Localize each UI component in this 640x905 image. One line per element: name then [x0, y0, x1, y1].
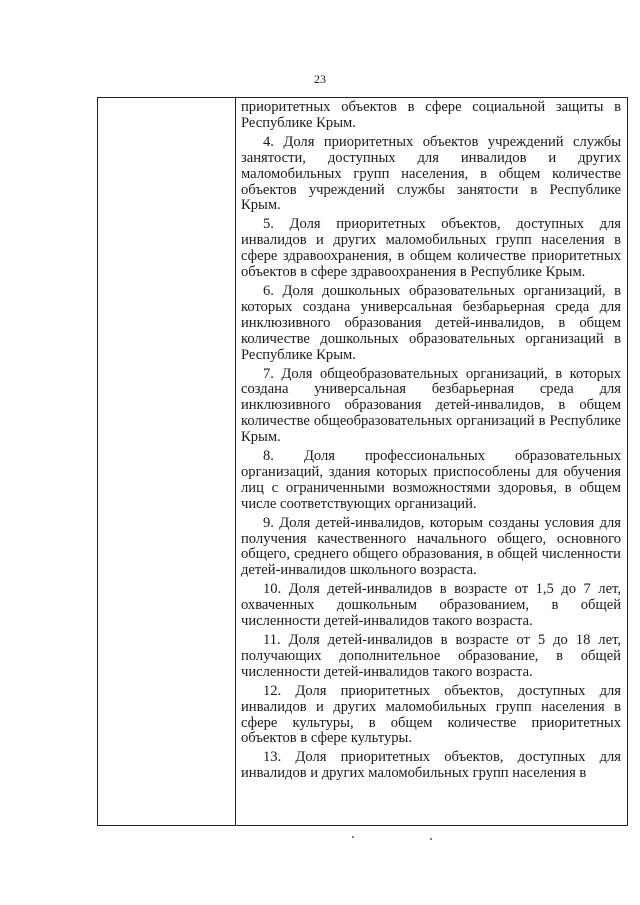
indicator-item-9: 9. Доля детей-инвалидов, которым созданы условия для получения качественного начального общего, основного общего, среднего общего образования, в общей численности детей-инвалидов школьного возраста. [241, 514, 621, 579]
indicator-item-10: 10. Доля детей-инвалидов в возрасте от 1,5 до 7 лет, охваченных дошкольным образованием, в общей численности детей-инвалидов такого возраста. [241, 581, 621, 630]
indicator-item-13: 13. Доля приоритетных объектов, доступных для инвалидов и других маломобильных групп населения в [241, 749, 621, 782]
indicator-item-continuation: приоритетных объектов в сфере социальной защиты в Республике Крым. [241, 99, 621, 131]
indicators-text-cell [241, 100, 621, 785]
indicator-item-6: 6. Доля дошкольных образовательных организаций, в которых создана универсальная безбарьерная среда для инклюзивного образования детей-инвалидов, в общем количестве дошкольных образовательных организаций в Республике Крым. [241, 282, 621, 363]
page-number: 23 [314, 72, 326, 86]
indicator-item-5: 5. Доля приоритетных объектов, доступных для инвалидов и других маломобильных групп населения в сфере здравоохранения, в общем количестве приоритетных объектов в сфере здравоохранения в Республике Крым. [241, 216, 621, 281]
indicator-item-4: 4. Доля приоритетных объектов учреждений службы занятости, доступных для инвалидов и других маломобильных групп населения, в общем количестве объектов учреждений службы занятости в Республике Крым. [241, 133, 621, 214]
indicator-item-12: 12. Доля приоритетных объектов, доступных для инвалидов и других маломобильных групп населения в сфере культуры, в общем количестве приоритетных объектов в сфере культуры. [241, 682, 621, 747]
scan-speck [352, 836, 354, 838]
indicator-item-11: 11. Доля детей-инвалидов в возрасте от 5 до 18 лет, получающих дополнительное образование, в общей численности детей-инвалидов такого возраста. [241, 632, 621, 680]
column-divider [235, 98, 236, 825]
indicators-table [97, 97, 628, 826]
indicator-item-7: 7. Доля общеобразовательных организаций, в которых создана универсальная безбарьерная среда для инклюзивного образования детей-инвалидов, в общем количестве общеобразовательных организаций в Республике Крым. [241, 365, 621, 446]
scan-speck [430, 838, 432, 840]
indicator-item-8: 8. Доля профессиональных образовательных организаций, здания которых приспособлены для обучения лиц с ограниченными возможностями здоровья, в общем числе соответствующих организаций. [241, 448, 621, 512]
